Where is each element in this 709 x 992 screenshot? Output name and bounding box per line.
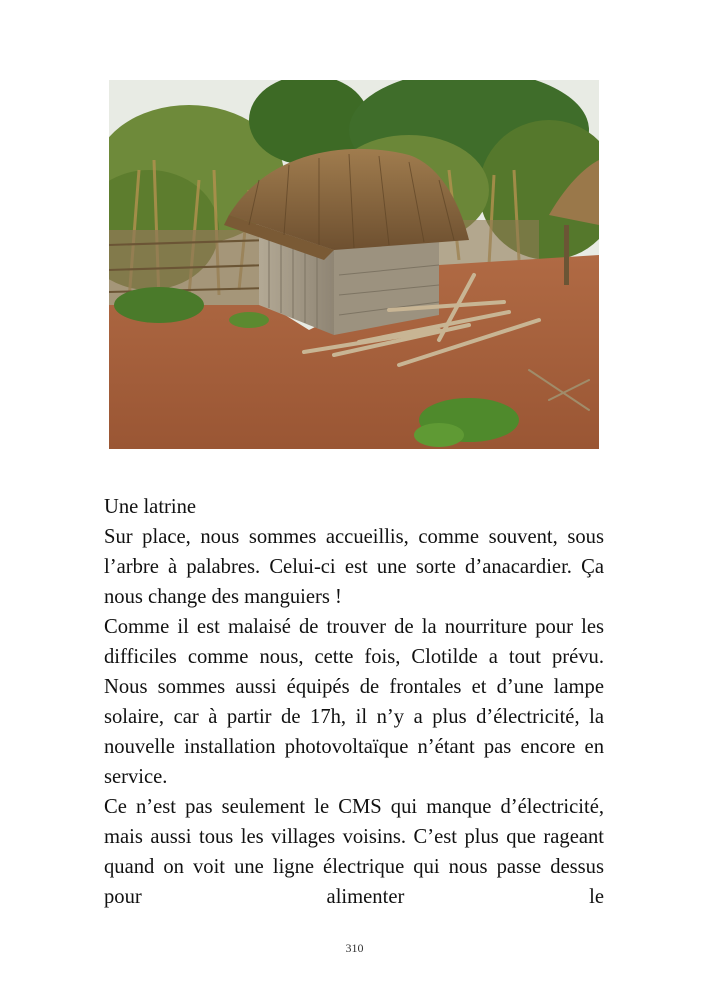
- paragraph: Ce n’est pas seulement le CMS qui manque d’électricité, mais aussi tous les villages voisins. C’est plus que rageant quand on voit une ligne électrique qui nous passe dessus pour alimenter le: [104, 796, 604, 908]
- paragraph: Sur place, nous sommes accueillis, comme souvent, sous l’arbre à palabres. Celui-ci est une sorte d’anacardier. Ça nous change des manguiers !: [104, 526, 604, 608]
- body-text: [104, 492, 604, 912]
- photo-caption: Une latrine: [104, 496, 197, 518]
- page-number: 310: [345, 941, 364, 955]
- paragraph: Comme il est malaisé de trouver de la nourriture pour les difficiles comme nous, cette fois, Clotilde a tout prévu. Nous sommes aussi équipés de frontales et d’une lampe solaire, car à partir de 17h, il n’y a plus d’électricité, la nouvelle installation photovoltaïque n’étant pas encore en service.: [104, 616, 604, 788]
- latrine-photo: [109, 80, 599, 449]
